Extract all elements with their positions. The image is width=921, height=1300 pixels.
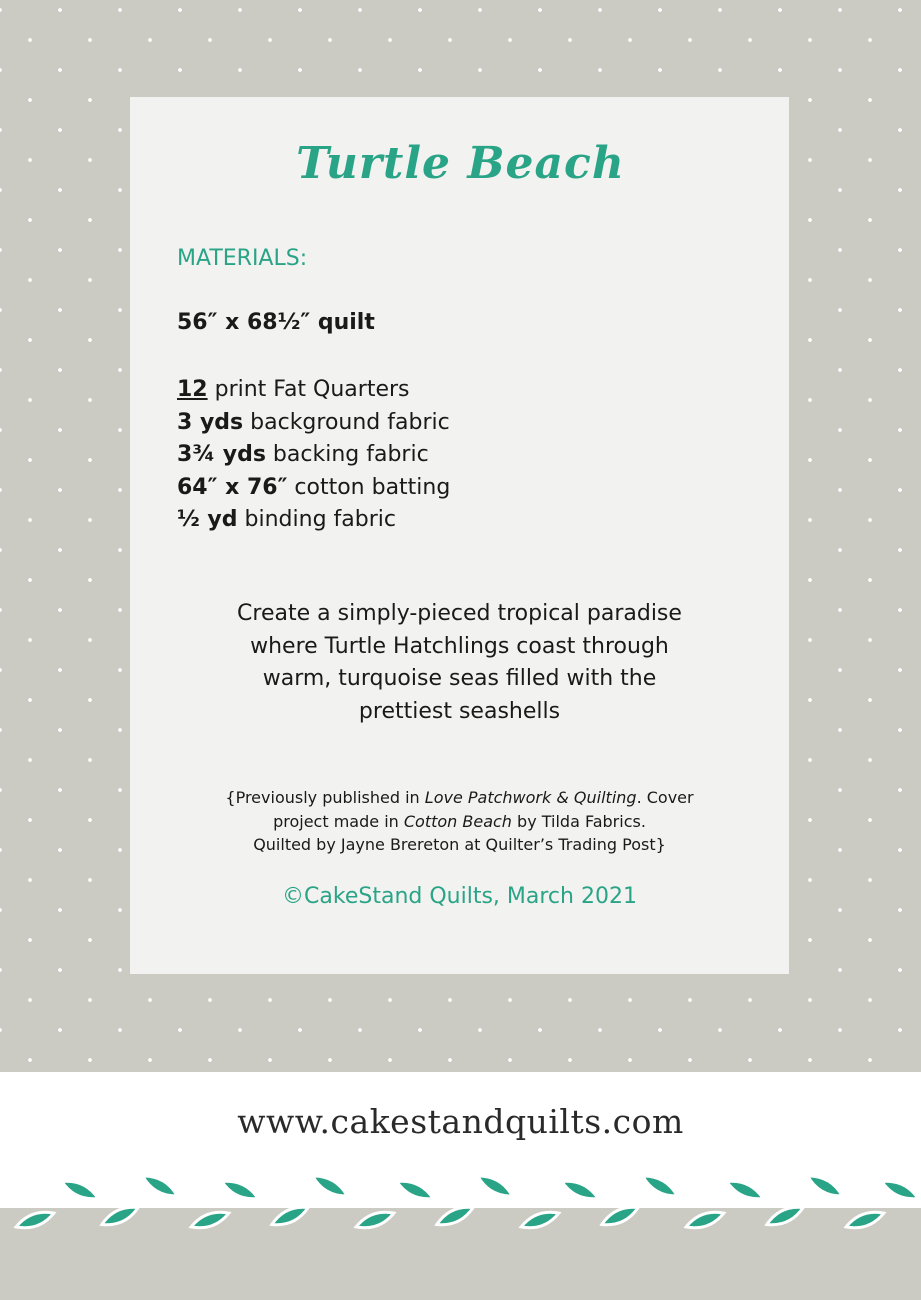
fabric-line-name: Cotton Beach [403, 811, 512, 831]
website-url: www.cakestandquilts.com [237, 1102, 684, 1141]
item-description: backing fabric [265, 442, 429, 467]
leaf-icon [684, 1208, 726, 1233]
list-item [177, 407, 450, 440]
leaf-icon [844, 1208, 886, 1233]
item-quantity: 12 [177, 377, 208, 402]
item-description: binding fabric [237, 507, 396, 532]
list-item [177, 472, 450, 505]
leaf-icon [219, 1176, 260, 1204]
item-description: print Fat Quarters [207, 377, 410, 402]
leaf-icon [394, 1176, 435, 1204]
list-item [177, 374, 450, 407]
list-item [177, 439, 450, 472]
quilt-size: 56″ x 68½″ quilt [177, 310, 375, 335]
leaf-icon [59, 1176, 100, 1204]
leaf-icon [189, 1208, 231, 1233]
leaf-icon [599, 1202, 640, 1230]
leaf-icon [764, 1202, 805, 1230]
leaf-icon [354, 1208, 396, 1233]
credits-text: Quilted by Jayne Brereton at Quilter’s Trading Post} [253, 835, 666, 854]
leaf-icon [434, 1202, 475, 1230]
item-quantity: 3 yds [177, 409, 244, 435]
credits-text: by Tilda Fabrics. [511, 811, 646, 831]
pattern-description [130, 598, 789, 728]
leaf-icon [14, 1208, 56, 1233]
list-item [177, 504, 450, 537]
leaf-icon [140, 1171, 181, 1201]
description-line: warm, turquoise seas filled with the [262, 666, 657, 691]
description-line: Create a simply-pieced tropical paradise [237, 601, 682, 626]
materials-heading: MATERIALS: [177, 246, 308, 271]
page-title: Turtle Beach [296, 138, 625, 189]
magazine-name: Love Patchwork & Quilting [424, 788, 637, 807]
credits-text: {Previously published in [225, 788, 425, 807]
copyright-notice: ©CakeStand Quilts, March 2021 [282, 884, 637, 909]
leaf-icon [269, 1202, 310, 1230]
item-description: background fabric [243, 409, 450, 435]
publication-credits [130, 786, 789, 857]
description-line: prettiest seashells [358, 698, 561, 724]
leaf-icon [475, 1171, 516, 1201]
credits-text: . Cover [636, 788, 694, 807]
credits-text: project made in [273, 811, 404, 831]
item-quantity: ½ yd [177, 507, 238, 532]
item-quantity: 3¾ yds [177, 442, 266, 467]
leaf-icon [640, 1171, 681, 1201]
leaf-icon [724, 1176, 765, 1204]
leaf-vine-decoration [0, 1160, 921, 1240]
description-line: where Turtle Hatchlings coast through [250, 633, 669, 659]
leaf-icon [310, 1171, 351, 1201]
leaf-icon [559, 1176, 600, 1204]
materials-list [177, 374, 450, 537]
leaf-icon [805, 1171, 846, 1201]
leaf-icon [879, 1176, 920, 1204]
item-description: cotton batting [287, 474, 451, 500]
leaf-icon [519, 1208, 561, 1233]
leaf-icon [99, 1202, 140, 1230]
item-quantity: 64″ x 76″ [177, 474, 288, 500]
